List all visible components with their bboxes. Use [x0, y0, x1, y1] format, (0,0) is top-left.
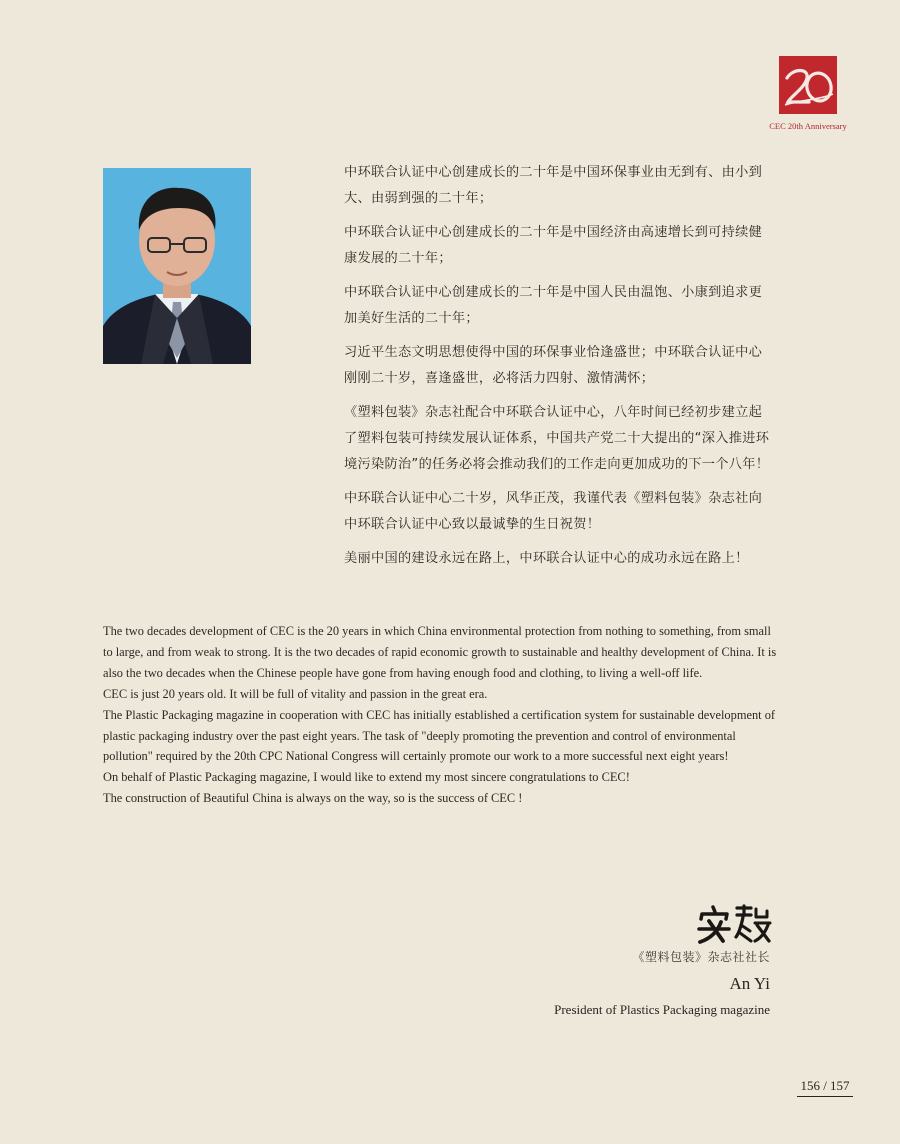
- chinese-paragraph: 中环联合认证中心创建成长的二十年是中国经济由高速增长到可持续健康发展的二十年；: [344, 225, 763, 266]
- chinese-paragraph: 中环联合认证中心创建成长的二十年是中国环保事业由无到有、由小到大、由弱到强的二十年；: [344, 165, 763, 206]
- english-paragraph: The construction of Beautiful China is always on the way, so is the success of CEC !: [103, 791, 523, 806]
- english-message: [103, 621, 783, 809]
- anniversary-logo-20-glyph: [779, 56, 837, 114]
- chinese-paragraph: 中环联合认证中心创建成长的二十年是中国人民由温饱、小康到追求更加美好生活的二十年；: [344, 285, 763, 326]
- chinese-message: [344, 160, 774, 580]
- author-portrait: [103, 168, 251, 364]
- chinese-paragraph: 美丽中国的建设永远在路上，中环联合认证中心的成功永远在路上！: [344, 551, 749, 566]
- page-number: 156 / 157: [797, 1078, 853, 1097]
- signature-calligraphy: [695, 903, 773, 945]
- english-paragraph: The two decades development of CEC is the 20 years in which China environmental protection from nothing to something, from small to large, and from weak to strong. It is the two decades of rapid economic growth to sustainable and healthy development of China. It is also the two decades when the Chinese people have gone from having enough food and clothing, to living a well-off life.: [103, 624, 777, 680]
- signature-title-en: President of Plastics Packaging magazine: [554, 1002, 770, 1017]
- chinese-paragraph: 中环联合认证中心二十岁，风华正茂，我谨代表《塑料包装》杂志社向中环联合认证中心致以最诚挚的生日祝贺！: [344, 491, 763, 532]
- english-paragraph: CEC is just 20 years old. It will be full of vitality and passion in the great era.: [103, 686, 488, 701]
- signature-name-cn: [695, 903, 773, 945]
- signature-title-cn: 《塑料包装》杂志社社长: [632, 950, 770, 964]
- logo-caption: CEC 20th Anniversary: [769, 121, 847, 131]
- anniversary-logo: [779, 56, 837, 114]
- chinese-paragraph: 习近平生态文明思想使得中国的环保事业恰逢盛世；中环联合认证中心刚刚二十岁，喜逢盛世，必将活力四射、激情满怀；: [344, 345, 763, 386]
- chinese-paragraph: 《塑料包装》杂志社配合中环联合认证中心，八年时间已经初步建立起了塑料包装可持续发展认证体系，中国共产党二十大提出的“深入推进环境污染防治”的任务必将会推动我们的工作走向更加成功的下一个八年！: [344, 405, 770, 472]
- english-paragraph: On behalf of Plastic Packaging magazine, I would like to extend my most sincere congratulations to CEC!: [103, 770, 630, 785]
- signature-name-en: An Yi: [729, 974, 770, 993]
- english-paragraph: The Plastic Packaging magazine in cooperation with CEC has initially established a certification system for sustainable development of plastic packaging industry over the past eight years. The task of "deeply promoting the prevention and control of environmental pollution" required by the 20th CPC National Congress will certainly promote our work to a more successful next eight years!: [103, 707, 776, 764]
